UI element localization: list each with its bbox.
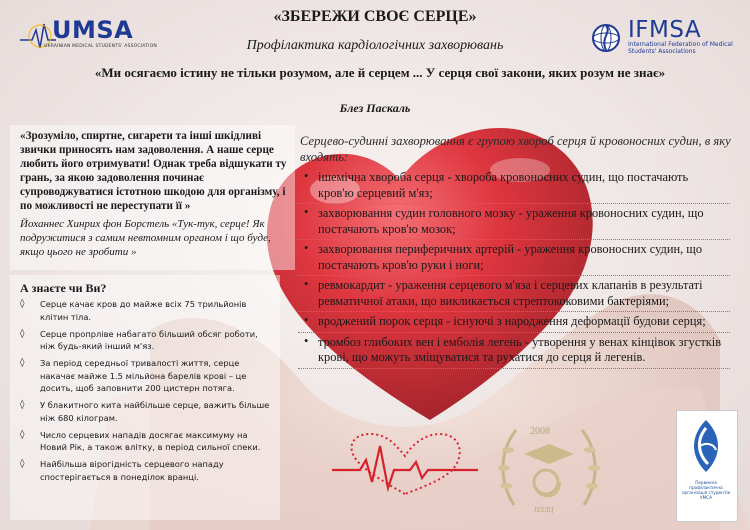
fact-item [20, 298, 270, 323]
organization-badge-text: Первинна профілактична організація студентів УМСА [681, 480, 731, 500]
diamond-bullet-icon: ◊ [20, 459, 25, 470]
disease-text: захворювання судин головного мозку - ураження кровоносних судин, що постачають кров'ю мозок; [318, 206, 704, 236]
umsa-logo-tagline: UKRAINIAN MEDICAL STUDENTS' ASSOCIATION [44, 44, 158, 49]
fact-text: Серце качає кров до майже всіх 75 трильйонів клітин тіла. [40, 299, 247, 322]
disease-item [298, 312, 730, 333]
ifmsa-logo-tagline: International Federation of Medical Students' Associations [628, 41, 733, 55]
disease-text: ішемічна хвороба серця - хвороба кровоносних судин, що постачають кров'ю серцевий м'яз; [318, 170, 689, 200]
fact-text: Серце пропрліве набагато більший обсяг роботи, ніж будь-який інший м'яз. [40, 328, 258, 352]
diamond-bullet-icon: ◊ [20, 299, 25, 309]
diseases-intro: Серцево-судинні захворювання є групою хвороб серця й кровоносних судин, в яку входять: [300, 134, 731, 164]
emblem-year: 2008 [530, 426, 550, 437]
diamond-bullet-icon: ◊ [20, 400, 25, 411]
diamond-bullet-icon: ◊ [20, 358, 25, 369]
disease-text: вроджений порок серця - існуючі з народження деформації будови серця; [318, 314, 706, 328]
disease-item [298, 276, 730, 312]
bullet-icon: • [304, 333, 309, 348]
emblem-abbreviation: ПЛЛЦ [534, 506, 554, 514]
bullet-icon: • [304, 313, 309, 327]
fact-text: За період середньої тривалості життя, серце накачає майже 1.5 мільйона барелів крові – це досить, щоб заповнити 200 цистерн потяга. [40, 358, 247, 394]
left-quote: «Зрозуміло, спиртне, сигарети та інші шкідливі звички приносять нам задоволення. А наше серце любить його отримувати! Однак треба відшукати ту грань, за якою задоволення починає супроводжуватися істотною шкодою для організму, і по можливості не переступати її » [20, 130, 287, 212]
fact-text: У блакитного кита найбільше серце, важить більше ніж 680 кілограм. [40, 400, 270, 423]
fact-item [20, 357, 270, 395]
did-you-know-heading: А знаєте чи Ви? [20, 281, 107, 295]
disease-item [298, 168, 730, 204]
disease-item [298, 333, 730, 369]
ifmsa-logo-name: IFMSA [628, 17, 702, 43]
diamond-bullet-icon: ◊ [20, 429, 25, 440]
umsa-logo-name: UMSA [52, 16, 134, 44]
diseases-list [298, 168, 730, 369]
disease-item [298, 240, 730, 276]
fact-item [20, 429, 270, 454]
bullet-icon: • [304, 277, 309, 291]
disease-text: тромбоз глибоких вен і емболія легень - утворення у венах кінцівок згустків крові, що можуть зміщуватися та рухатися до серця й легенів. [318, 334, 722, 364]
organization-badge-logo [686, 416, 726, 476]
fact-item [20, 458, 270, 483]
disease-item [298, 204, 730, 240]
diamond-bullet-icon: ◊ [20, 328, 25, 339]
epigraph-author: Блез Паскаль [339, 101, 411, 115]
facts-list [20, 298, 270, 488]
left-quote-attribution: Йоханнес Хинрих фон Борстель «Тук-тук, серце! Як подружитися з самим невтомним органом і що буде, якщо цього не зробити » [20, 218, 271, 258]
ecg-heart-icon [330, 430, 480, 500]
epigraph-quote: «Ми осягаємо істину не тільки розумом, але й серцем ... У серця свої закони, яких розум не знає» [94, 65, 666, 80]
bullet-icon: • [304, 169, 309, 183]
fact-text: Число серцевих нападів досягає максимуму на Новий Рік, а також влітку, в період сильної спеки. [40, 429, 261, 453]
disease-text: захворювання периферичних артерій - ураження кровоносних судин, що постачають кров'ю руки і ноги; [318, 242, 703, 272]
bullet-icon: • [304, 205, 309, 219]
fact-text: Найбільша вірогідність серцевого нападу спостерігається в понеділок вранці. [40, 459, 224, 482]
disease-text: ревмокардит - ураження серцевого м'яза і серцевих клапанів в результаті ревматичної атаки, що викликається стрептококовими бактеріями; [318, 278, 703, 308]
page-title: «ЗБЕРЕЖИ СВОЄ СЕРЦЕ» [273, 8, 477, 25]
fact-item [20, 399, 270, 424]
page-subtitle: Профілактика кардіологічних захворювань [246, 38, 504, 53]
fact-item [20, 328, 270, 353]
bullet-icon: • [304, 241, 309, 255]
